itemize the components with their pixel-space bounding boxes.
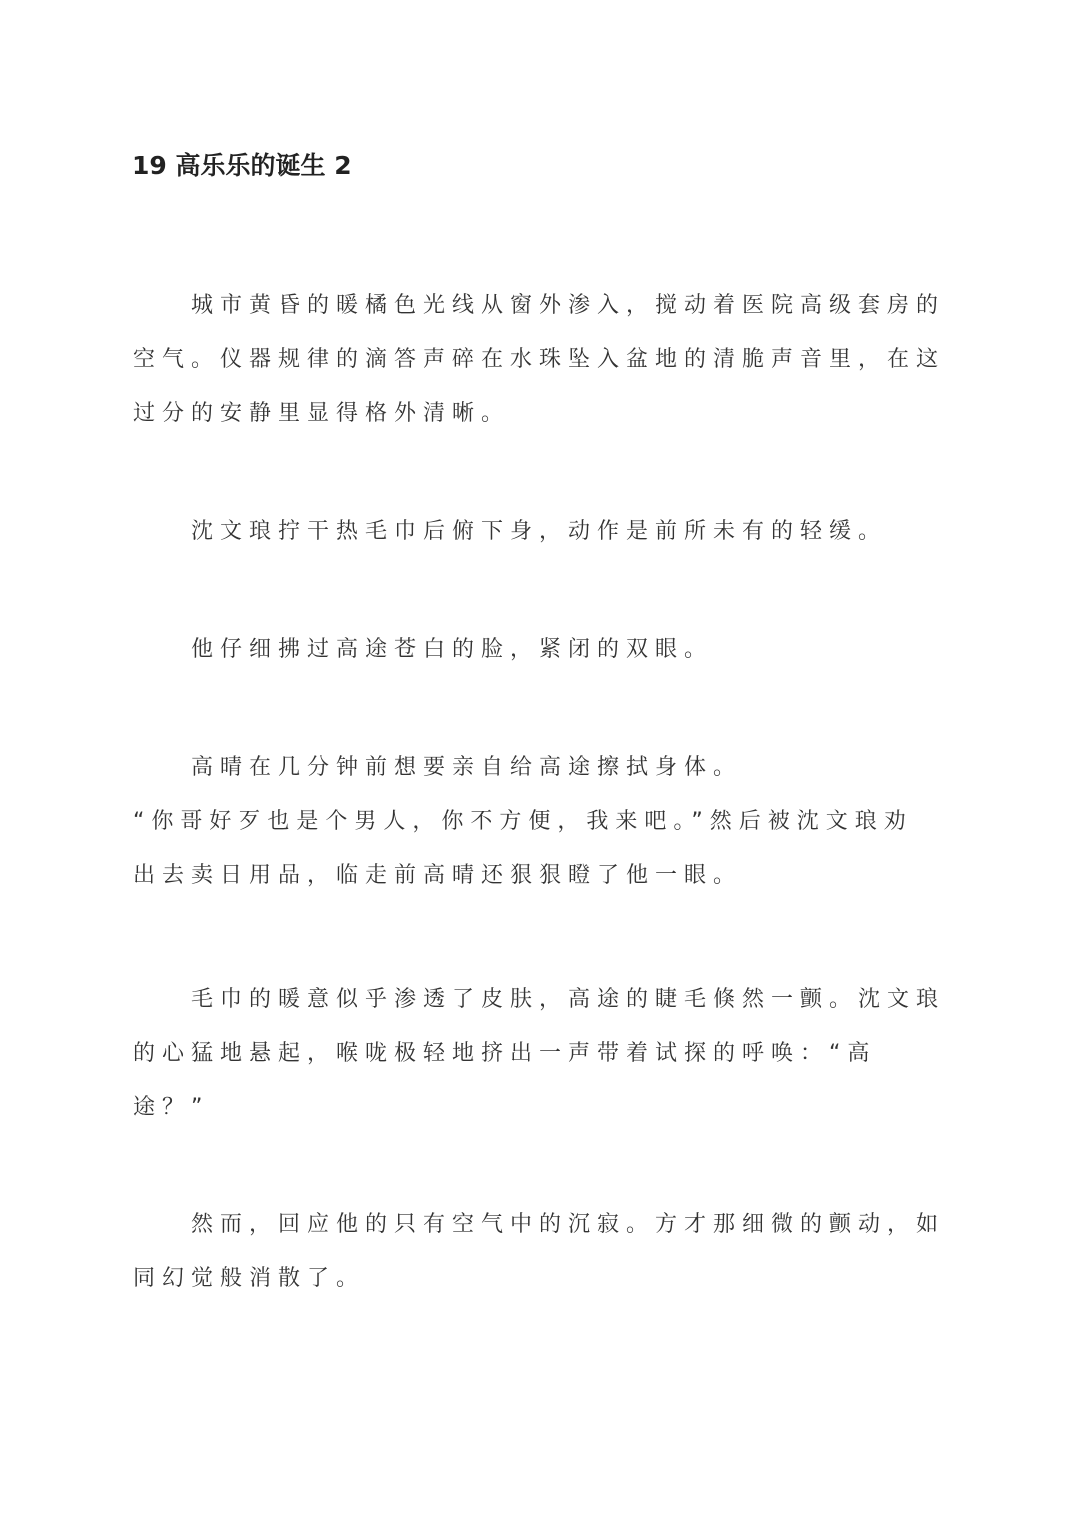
paragraph-5 xyxy=(133,973,948,1135)
paragraph-2 xyxy=(133,505,948,559)
paragraph-line: 沈文琅拧干热毛巾后俯下身，动作是前所未有的轻缓。 xyxy=(191,519,888,544)
paragraph-line: 他仔细拂过高途苍白的脸，紧闭的双眼。 xyxy=(191,637,714,662)
paragraph-line: 毛巾的暖意似乎渗透了皮肤，高途的睫毛倏然一颤。沈文琅 xyxy=(191,987,946,1012)
paragraph-line: 城市黄昏的暖橘色光线从窗外渗入，搅动着医院高级套房的 xyxy=(191,293,946,318)
paragraph-3 xyxy=(133,623,948,677)
paragraph-4 xyxy=(133,741,948,903)
paragraph-line: 出去卖日用品，临走前高晴还狠狠瞪了他一眼。 xyxy=(133,863,743,888)
paragraph-6 xyxy=(133,1198,948,1306)
paragraph-line: 高晴在几分钟前想要亲自给高途擦拭身体。 xyxy=(191,755,743,780)
paragraph-line: 的心猛地悬起，喉咙极轻地挤出一声带着试探的呼唤：“高 xyxy=(133,1041,877,1066)
chapter-title: 19 高乐乐的诞生 2 xyxy=(132,151,352,180)
paragraph-line: “你哥好歹也是个男人，你不方便，我来吧。”然后被沈文琅劝 xyxy=(133,809,913,834)
paragraph-line: 空气。仪器规律的滴答声碎在水珠坠入盆地的清脆声音里，在这 xyxy=(133,347,946,372)
paragraph-line: 过分的安静里显得格外清晰。 xyxy=(133,401,511,426)
paragraph-line: 途？” xyxy=(133,1095,210,1120)
paragraph-line: 同幻觉般消散了。 xyxy=(133,1266,366,1291)
paragraph-line: 然而，回应他的只有空气中的沉寂。方才那细微的颤动，如 xyxy=(191,1212,946,1237)
paragraph-1 xyxy=(133,279,948,441)
